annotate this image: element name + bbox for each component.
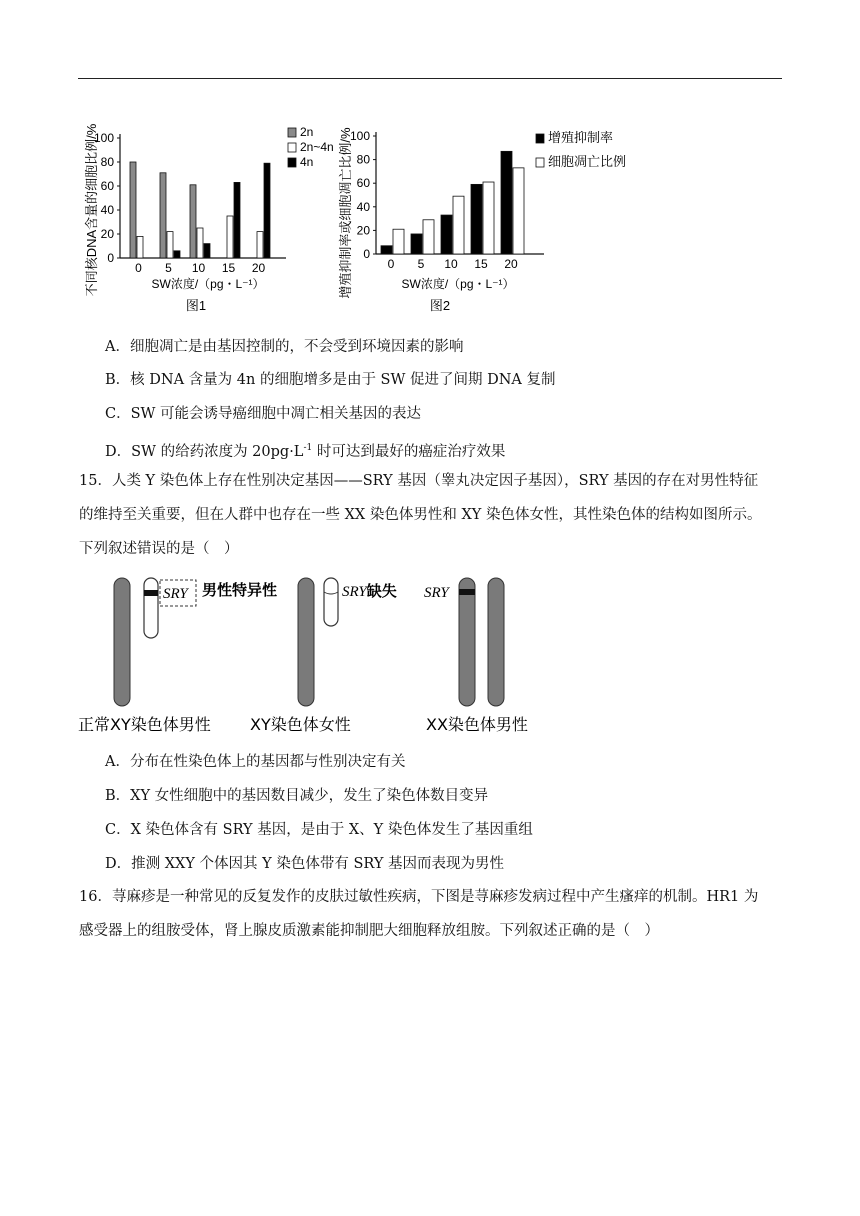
fig1-xlabel: SW浓度/（pg・L⁻¹） bbox=[151, 277, 265, 291]
x-tick-label: 5 bbox=[165, 261, 172, 275]
q14-option-d bbox=[105, 438, 505, 462]
fig2-ylabel: 增殖抑制率或细胞凋亡比例/% bbox=[338, 127, 353, 299]
fig1-legend bbox=[288, 125, 334, 169]
bar-2n~4n bbox=[197, 228, 203, 258]
bar-细胞凋亡比例 bbox=[423, 220, 434, 254]
q14-option-d-sup: -1 bbox=[303, 443, 313, 453]
sry-label: SRY bbox=[163, 586, 188, 602]
sry-deleted-label bbox=[342, 582, 397, 600]
fig2-xlabel: SW浓度/（pg・L⁻¹） bbox=[401, 277, 515, 291]
bar-增殖抑制率 bbox=[381, 246, 392, 254]
x-tick-label: 15 bbox=[474, 257, 488, 271]
bar-2n bbox=[130, 162, 136, 258]
sry-deleted-note: 缺失 bbox=[366, 582, 397, 600]
legend-swatch bbox=[288, 143, 296, 152]
legend-swatch bbox=[536, 158, 544, 167]
x-tick-label: 10 bbox=[191, 261, 206, 275]
y-tick-label: 0 bbox=[107, 251, 114, 265]
figure-1-chart bbox=[80, 110, 334, 320]
y-tick-label: 60 bbox=[356, 176, 370, 191]
bar-2n~4n bbox=[167, 232, 173, 258]
x-chromosome bbox=[298, 578, 314, 706]
legend-label: 细胞凋亡比例 bbox=[548, 154, 627, 169]
legend-swatch bbox=[288, 158, 296, 167]
x-tick-label: 20 bbox=[251, 261, 266, 275]
q14-option-c: C．SW 可能会诱导癌细胞中凋亡相关基因的表达 bbox=[105, 406, 422, 422]
x-chromosome bbox=[114, 578, 130, 706]
bar-增殖抑制率 bbox=[501, 151, 512, 254]
y-tick-label: 100 bbox=[349, 129, 370, 143]
q16-stem-line-2: 感受器上的组胺受体，肾上腺皮质激素能抑制肥大细胞释放组胺。下列叙述正确的是（ ） bbox=[79, 923, 659, 939]
bar-4n bbox=[234, 182, 240, 258]
legend-label: 2n bbox=[300, 125, 314, 139]
q15-option-c: C．X 染色体含有 SRY 基因，是由于 X、Y 染色体发生了基因重组 bbox=[105, 822, 533, 838]
q14-option-b: B．核 DNA 含量为 4n 的细胞增多是由于 SW 促进了间期 DNA 复制 bbox=[105, 372, 556, 388]
legend-label: 2n~4n bbox=[300, 140, 334, 154]
sry-band bbox=[459, 589, 475, 595]
bar-增殖抑制率 bbox=[471, 184, 482, 254]
x-tick-label: 10 bbox=[444, 257, 458, 271]
q15-option-b: B．XY 女性细胞中的基因数目减少，发生了染色体数目变异 bbox=[105, 788, 489, 804]
bar-2n~4n bbox=[137, 236, 143, 258]
y-chromosome-truncated bbox=[324, 578, 338, 626]
figure-2-chart bbox=[336, 108, 656, 320]
y-tick-label: 80 bbox=[356, 152, 370, 167]
y-tick-label: 60 bbox=[100, 179, 114, 193]
fig1-plot bbox=[94, 131, 286, 275]
bar-2n~4n bbox=[257, 232, 263, 258]
y-tick-label: 0 bbox=[363, 247, 370, 261]
q15-stem-line-3: 下列叙述错误的是（ ） bbox=[79, 541, 239, 557]
chromosome-figure bbox=[78, 570, 558, 740]
y-tick-label: 20 bbox=[100, 227, 114, 241]
y-chromosome bbox=[144, 578, 158, 638]
q15-option-d: D．推测 XXY 个体因其 Y 染色体带有 SRY 基因而表现为男性 bbox=[105, 856, 505, 872]
q16-stem-line-1: 16．荨麻疹是一种常见的反复发作的皮肤过敏性疾病，下图是荨麻疹发病过程中产生瘙痒的机制。HR1 为 bbox=[79, 889, 759, 905]
legend-swatch bbox=[288, 128, 296, 137]
bar-4n bbox=[264, 163, 270, 258]
q14-option-a: A．细胞凋亡是由基因控制的，不会受到环境因素的影响 bbox=[105, 339, 464, 355]
x-tick-label: 0 bbox=[387, 257, 395, 271]
x-chromosome-with-sry bbox=[459, 578, 475, 706]
q15-stem-line-2: 的维持至关重要，但在人群中也存在一些 XX 染色体男性和 XY 染色体女性，其性染色体的结构如图所示。 bbox=[79, 507, 762, 523]
bar-细胞凋亡比例 bbox=[513, 168, 524, 254]
bar-4n bbox=[174, 251, 180, 258]
bar-2n bbox=[160, 173, 166, 258]
fig2-plot bbox=[350, 129, 544, 271]
bar-4n bbox=[204, 244, 210, 258]
bar-2n bbox=[190, 185, 196, 258]
bar-细胞凋亡比例 bbox=[483, 182, 494, 254]
fig2-legend bbox=[536, 130, 626, 169]
fig1-ylabel: 不同核DNA含量的细胞比例/% bbox=[84, 123, 99, 297]
y-tick-label: 100 bbox=[93, 131, 114, 145]
sry-deleted-name: SRY bbox=[342, 584, 367, 600]
x-chromosome bbox=[488, 578, 504, 706]
x-tick-label: 0 bbox=[135, 261, 142, 275]
y-tick-label: 40 bbox=[100, 203, 114, 217]
bar-细胞凋亡比例 bbox=[393, 229, 404, 254]
x-tick-label: 5 bbox=[417, 257, 425, 271]
bar-2n~4n bbox=[227, 216, 233, 258]
header-rule bbox=[78, 78, 782, 79]
y-tick-label: 20 bbox=[356, 223, 370, 238]
bar-增殖抑制率 bbox=[441, 215, 452, 254]
fig1-caption: 图1 bbox=[185, 298, 207, 313]
sry-translocated-label: SRY bbox=[424, 585, 449, 601]
x-tick-label: 15 bbox=[221, 261, 236, 275]
caption-xx-male: XX染色体男性 bbox=[426, 715, 528, 734]
q14-option-d-text: D．SW 的给药浓度为 20pg·L bbox=[105, 443, 304, 460]
x-tick-label: 20 bbox=[504, 257, 518, 271]
legend-label: 增殖抑制率 bbox=[548, 130, 614, 145]
bar-细胞凋亡比例 bbox=[453, 196, 464, 254]
y-tick-label: 40 bbox=[356, 199, 370, 214]
bar-增殖抑制率 bbox=[411, 234, 422, 254]
sry-band bbox=[144, 590, 158, 596]
legend-swatch bbox=[536, 134, 544, 143]
legend-label: 4n bbox=[300, 155, 314, 169]
male-specific-label: 男性特异性 bbox=[202, 581, 278, 599]
q14-option-d-tail: 时可达到最好的癌症治疗效果 bbox=[312, 443, 506, 460]
caption-xy-female: XY染色体女性 bbox=[250, 715, 351, 734]
fig2-caption: 图2 bbox=[429, 298, 451, 313]
caption-normal-xy-male: 正常XY染色体男性 bbox=[78, 715, 211, 734]
q15-stem-line-1: 15．人类 Y 染色体上存在性别决定基因——SRY 基因（睾丸决定因子基因），SRY 基因的存在对男性特征 bbox=[79, 473, 759, 489]
q15-option-a: A．分布在性染色体上的基因都与性别决定有关 bbox=[105, 754, 406, 770]
y-tick-label: 80 bbox=[100, 155, 114, 169]
